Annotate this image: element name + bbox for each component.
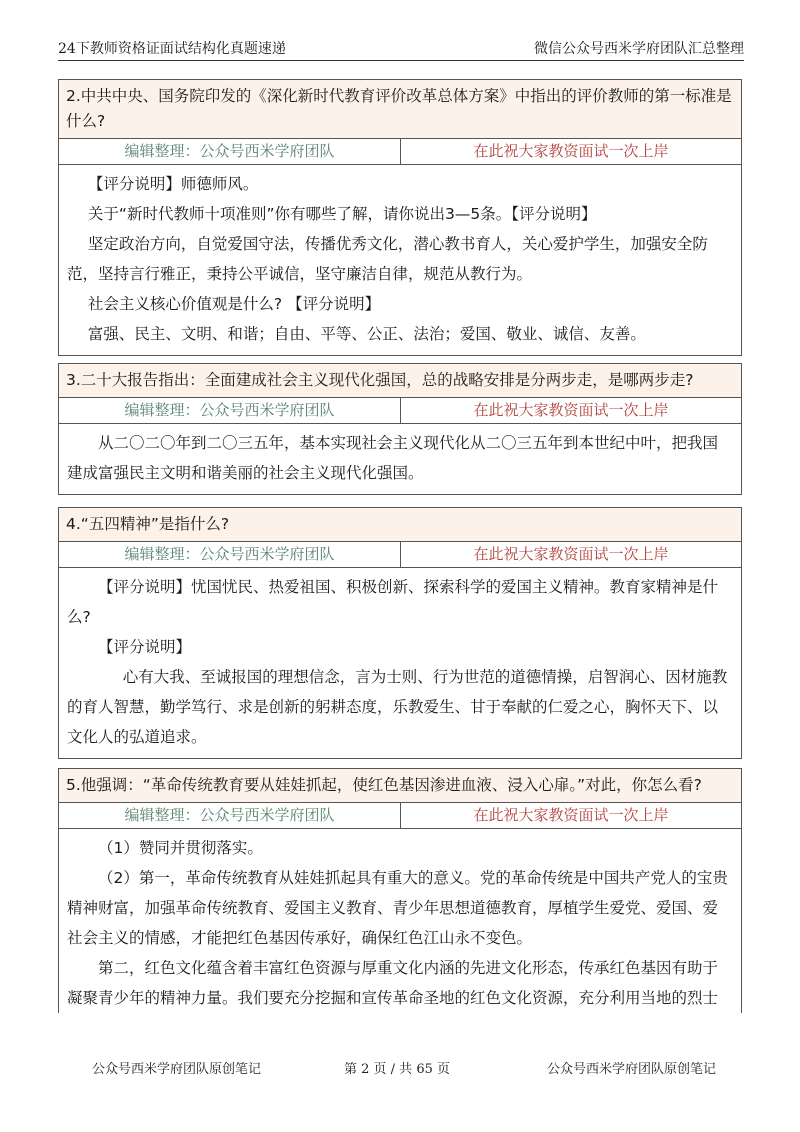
answer-line: 心有大我、至诚报国的理想信念，言为士则、行为世范的道德情操，启智润心、因材施教的育人智慧，勤学笃行、求是创新的躬耕态度，乐教爱生、甘于奉献的仁爱之心，胸怀天下、以文化人的弘道追求。 bbox=[67, 668, 728, 746]
editor-wish: 在此祝大家教资面试一次上岸 bbox=[473, 142, 669, 160]
answer-line: 关于“新时代教师十项准则”你有哪些了解，请你说出3—5条。【评分说明】 bbox=[87, 205, 597, 223]
page-number: 第 2 页 / 共 65 页 bbox=[344, 1062, 450, 1077]
question-2-title: 2.中共中央、国务院印发的《深化新时代教育评价改革总体方案》中指出的评价教师的第一标准是什么? bbox=[59, 80, 741, 139]
question-3-title: 3.二十大报告指出：全面建成社会主义现代化强国，总的战略安排是分两步走，是哪两步走? bbox=[59, 364, 741, 398]
footer-left: 公众号西米学府团队原创笔记 bbox=[92, 1062, 262, 1077]
question-4-title: 4.“五四精神”是指什么? bbox=[59, 508, 741, 542]
editor-credit: 编辑整理：公众号西米学府团队 bbox=[59, 139, 401, 164]
editor-wish: 在此祝大家教资面试一次上岸 bbox=[473, 806, 669, 824]
editor-row bbox=[59, 139, 741, 165]
editor-credit: 编辑整理：公众号西米学府团队 bbox=[59, 803, 401, 828]
question-3-answer bbox=[59, 424, 741, 494]
header-source: 微信公众号西米学府团队汇总整理 bbox=[534, 41, 744, 57]
header-title: 24下教师资格证面试结构化真题速递 bbox=[58, 41, 286, 57]
answer-line: 富强、民主、文明、和谐；自由、平等、公正、法治；爱国、敬业、诚信、友善。 bbox=[87, 325, 646, 343]
answer-line: 坚定政治方向，自觉爱国守法，传播优秀文化，潜心教书育人，关心爱护学生，加强安全防范，坚持言行雅正，秉持公平诚信，坚守廉洁自律，规范从教行为。 bbox=[67, 235, 708, 283]
question-5-block bbox=[58, 768, 742, 1013]
answer-line: 【评分说明】忧国忧民、热爱祖国、积极创新、探索科学的爱国主义精神。教育家精神是什么? bbox=[67, 578, 719, 626]
answer-line: 社会主义核心价值观是什么? 【评分说明】 bbox=[87, 295, 381, 313]
question-2-answer bbox=[59, 165, 741, 355]
editor-row bbox=[59, 803, 741, 829]
page-header bbox=[58, 34, 744, 61]
editor-row bbox=[59, 398, 741, 424]
answer-line: 从二〇二〇年到二〇三五年，基本实现社会主义现代化从二〇三五年到本世纪中叶，把我国建成富强民主文明和谐美丽的社会主义现代化强国。 bbox=[67, 434, 719, 482]
question-5-title: 5.他强调：“革命传统教育要从娃娃抓起，使红色基因渗进血液、浸入心扉。”对此，你怎么看? bbox=[59, 769, 741, 803]
answer-line: 第二，红色文化蕴含着丰富红色资源与厚重文化内涵的先进文化形态，传承红色基因有助于凝聚青少年的精神力量。我们要充分挖掘和宣传革命圣地的红色文化资源，充分利用当地的烈士 bbox=[67, 959, 719, 1007]
question-4-block bbox=[58, 507, 742, 759]
editor-wish: 在此祝大家教资面试一次上岸 bbox=[473, 545, 669, 563]
answer-line: 【评分说明】 bbox=[98, 638, 192, 656]
editor-credit: 编辑整理：公众号西米学府团队 bbox=[59, 398, 401, 423]
footer-right: 公众号西米学府团队原创笔记 bbox=[547, 1062, 717, 1077]
question-2-block bbox=[58, 79, 742, 356]
answer-line: 【评分说明】师德师风。 bbox=[87, 175, 259, 193]
answer-line: （2）第一，革命传统教育从娃娃抓起具有重大的意义。党的革命传统是中国共产党人的宝贵精神财富，加强革命传统教育、爱国主义教育、青少年思想道德教育，厚植学生爱党、爱国、爱社会主义的情感，才能把红色基因传承好，确保红色江山永不变色。 bbox=[67, 869, 728, 947]
editor-row bbox=[59, 542, 741, 568]
question-3-block bbox=[58, 363, 742, 495]
question-5-answer bbox=[59, 829, 741, 1013]
editor-credit: 编辑整理：公众号西米学府团队 bbox=[59, 542, 401, 567]
answer-line: （1）赞同并贯彻落实。 bbox=[98, 839, 263, 857]
page-footer bbox=[0, 1058, 800, 1078]
editor-wish: 在此祝大家教资面试一次上岸 bbox=[473, 401, 669, 419]
question-4-answer bbox=[59, 568, 741, 758]
